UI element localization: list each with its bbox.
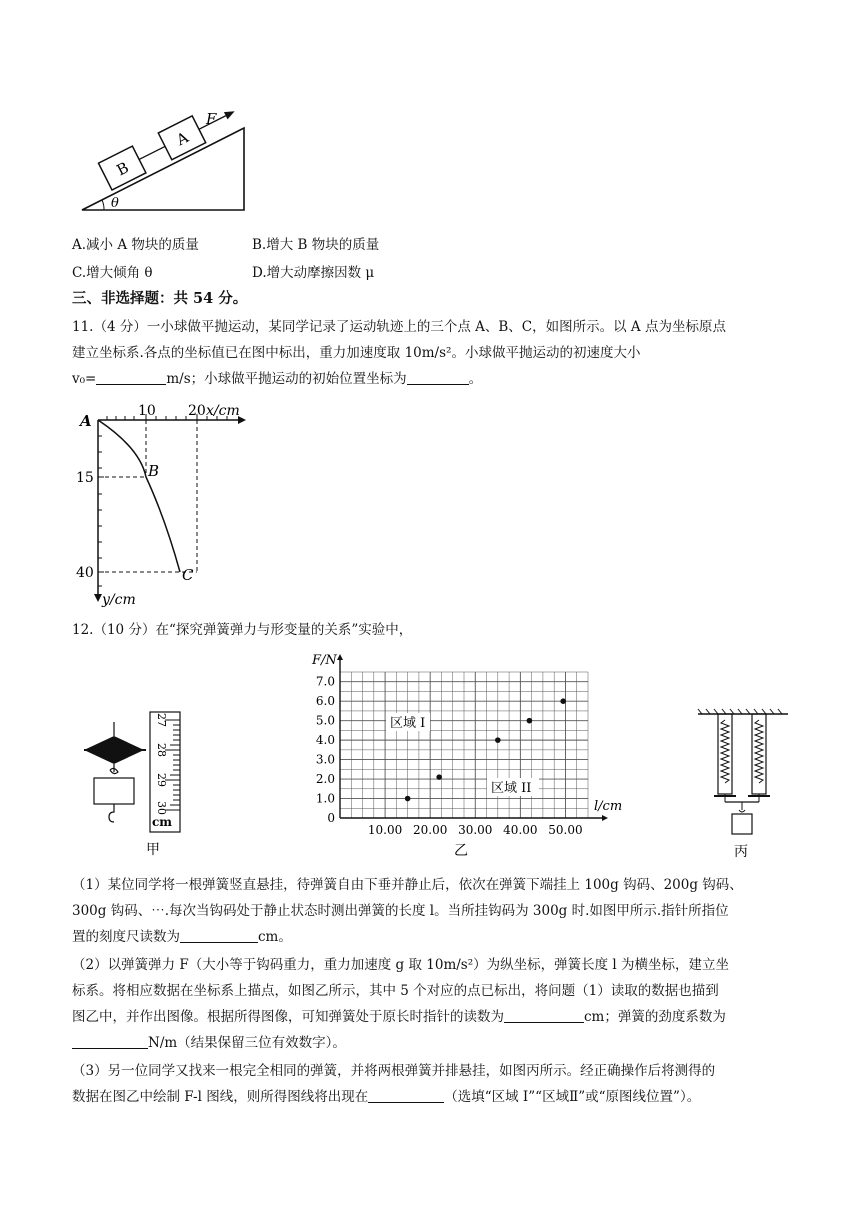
figure-jia-ruler [80,708,215,858]
chart-x-label: l/cm [594,799,623,814]
option-c: C.增大倾角 θ [72,265,153,281]
section-title: 三、非选择题：共 54 分。 [72,290,248,307]
figure-bing-caption: 丙 [734,844,748,860]
data-point-5 [560,698,566,704]
q12-blank-4 [368,1088,444,1103]
data-point-1 [405,796,411,802]
trajectory-curve [98,420,180,572]
data-point-3 [495,737,501,743]
x-tick-label: 10.00 [367,823,403,837]
x-tick-10: 10 [138,403,156,419]
y-axis-label: y/cm [102,592,136,608]
q12-intro: 12.（10 分）在“探究弹簧弹力与形变量的关系”实验中， [72,622,413,638]
point-b-label: B [148,462,160,480]
y-tick-40: 40 [76,565,94,581]
block-b-label: B [113,158,132,180]
figure-bing-springs [694,706,794,862]
scale-29: 29 [155,773,168,787]
ruler-unit: cm [152,815,173,829]
figure-jia-caption: 甲 [146,842,160,858]
q12-blank-3 [72,1034,148,1049]
q11-text: 11.（4 分）一小球做平抛运动，某同学记录了运动轨迹上的三个点 A、B、C，如图所示。以 A 点为坐标原点 建立坐标系.各点的坐标值已在图中标出，重力加速度取 10m/s²。小球做平抛运动的初速度大小 v₀= m/s；小球做平抛运动的初始位置坐标为 。 [72,319,726,387]
figure-yi-chart [302,650,623,862]
scale-30: 30 [155,801,168,815]
region-1-label: 区域 I [390,716,426,731]
y-tick-label: 6.0 [315,694,335,709]
option-d: D.增大动摩擦因数 μ [252,265,375,281]
force-label: F [206,110,217,128]
theta-label: θ [111,196,119,211]
incline-figure [78,108,253,214]
data-point-4 [527,718,533,724]
x-tick-20: 20 [188,403,206,419]
option-a: A.减小 A 物块的质量 [72,237,199,253]
y-tick-label: 7.0 [315,674,335,689]
figure-yi-caption: 乙 [454,843,468,859]
scale-28: 28 [155,743,168,757]
weight-block [94,778,134,804]
y-tick-label: 2.0 [315,772,335,787]
y-tick-label: 5.0 [315,713,335,728]
q12-part1: （1）某位同学将一根弹簧竖直悬挂，待弹簧自由下垂并静止后，依次在弹簧下端挂上 100g 钩码、200g 钩码、 300g 钩码、⋯.每次当钩码处于静止状态时测出弹簧的长度 l。当所挂钩码为 300g 时.如图甲所示.指针所指位 置的刻度尺读数为 cm。 [72,877,743,945]
point-c-label: C [182,566,194,584]
x-tick-label: 40.00 [503,823,538,837]
x-axis-label: x/cm [206,403,240,419]
q11-blank-2 [407,370,469,385]
y-tick-label: 0 [327,811,335,825]
y-tick-label: 4.0 [315,733,335,748]
q12-blank-2 [504,1008,584,1023]
region-2-label: 区域 II [491,781,532,796]
q11-blank-1 [96,370,166,385]
projectile-figure [70,398,260,608]
option-b: B.增大 B 物块的质量 [252,237,380,253]
q12-part3: （3）另一位同学又找来一根完全相同的弹簧，并将两根弹簧并排悬挂，如图丙所示。经正确操作后将测得的 数据在图乙中绘制 F-l 图线，则所得图线将出现在 （选填“区域 I”“区域Ⅱ”或“原图线位置”）。 [72,1063,716,1105]
weight-block-bing [732,814,752,834]
chart-grid [340,672,588,818]
y-tick-label: 1.0 [315,791,335,806]
x-tick-label: 20.00 [413,823,448,837]
y-tick-label: 3.0 [315,752,335,767]
q12-part2: （2）以弹簧弹力 F（大小等于钩码重力，重力加速度 g 取 10m/s²）为纵坐标，弹簧长度 l 为横坐标，建立坐 标系。将相应数据在坐标系上描点，如图乙所示，其中 5 个对应的点已标出，将问题（1）读取的数据也描到 图乙中，并作出图像。根据所得图像，可知弹簧处于原长时指针的读数为 cm；弹簧的劲度系数为 N/m（结果保留三位有效数字）。 [72,957,730,1051]
x-tick-label: 30.00 [458,823,493,837]
data-point-2 [436,774,442,780]
y-tick-15: 15 [76,470,94,486]
point-a-label: A [80,412,92,430]
x-tick-label: 50.00 [548,823,583,837]
chart-y-label: F/N [312,653,337,668]
connecting-rope [139,146,165,159]
scale-27: 27 [155,713,168,727]
block-a-label: A [173,128,192,150]
q12-blank-1 [180,928,258,943]
